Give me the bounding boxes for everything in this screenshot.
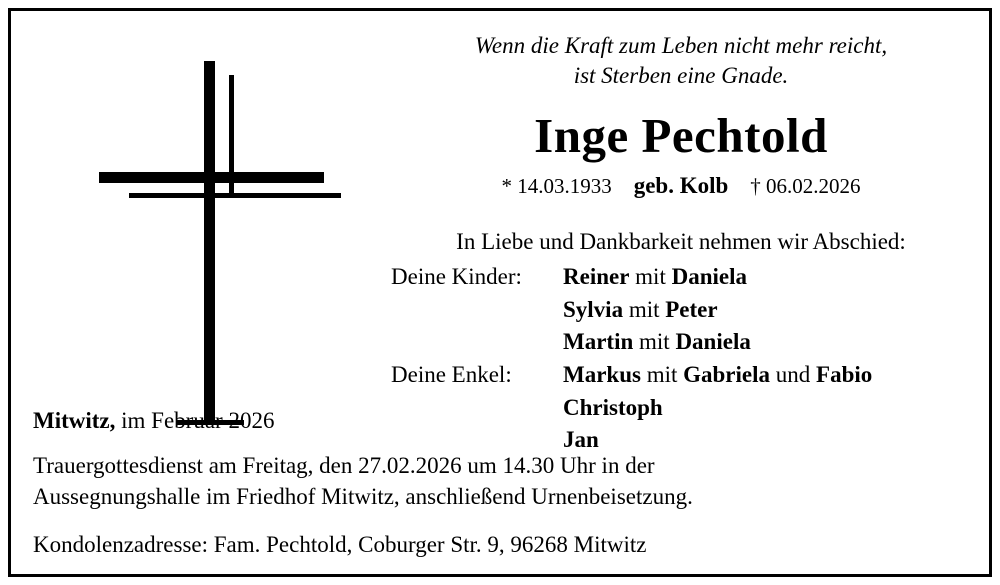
place-name: Mitwitz,	[33, 407, 116, 433]
family-names: Markus mit Gabriela und Fabio	[563, 362, 873, 388]
notice-footer	[33, 405, 971, 560]
place-month: im Februar 2026	[115, 407, 275, 433]
notice-content	[11, 11, 989, 574]
cross-vertical-thin-line	[229, 75, 234, 195]
service-line-1: Trauergottesdienst am Freitag, den 27.02.2026 um 14.30 Uhr in der	[33, 453, 655, 479]
service-line-2: Aussegnungshalle im Friedhof Mitwitz, anschließend Urnenbeisetzung.	[33, 484, 693, 510]
family-row	[391, 359, 971, 392]
family-row	[391, 326, 971, 359]
cross-icon	[41, 41, 371, 421]
family-row	[391, 294, 971, 327]
cross-vertical-bar	[204, 61, 215, 421]
family-names: Sylvia mit Peter	[563, 296, 718, 322]
verse-line-1: Wenn die Kraft zum Leben nicht mehr reicht,	[474, 33, 888, 58]
family-names: Christoph	[563, 394, 663, 420]
birth-date: * 14.03.1933	[501, 174, 612, 199]
family-names: Jan	[563, 427, 599, 453]
family-row	[391, 261, 971, 294]
deceased-name: Inge Pechtold	[534, 107, 828, 163]
farewell-intro: In Liebe und Dankbarkeit nehmen wir Abschied:	[456, 229, 906, 255]
condolence-address: Kondolenzadresse: Fam. Pechtold, Coburger Str. 9, 96268 Mitwitz	[33, 531, 647, 557]
cross-horizontal-thin-line	[129, 193, 341, 198]
family-names: Reiner mit Daniela	[563, 264, 747, 290]
place-and-date	[33, 405, 971, 436]
verse-line-2: ist Sterben eine Gnade.	[573, 63, 789, 89]
maiden-name: geb. Kolb	[633, 173, 729, 199]
memorial-verse	[391, 31, 971, 92]
life-dates	[391, 173, 971, 199]
funeral-service-info	[33, 450, 971, 513]
family-label-children: Deine Kinder:	[391, 264, 522, 290]
family-names: Martin mit Daniela	[563, 329, 751, 355]
family-label-grandchildren: Deine Enkel:	[391, 362, 512, 388]
notice-text-column	[391, 31, 971, 457]
cross-horizontal-bar	[99, 172, 324, 183]
death-date: † 06.02.2026	[750, 174, 861, 199]
